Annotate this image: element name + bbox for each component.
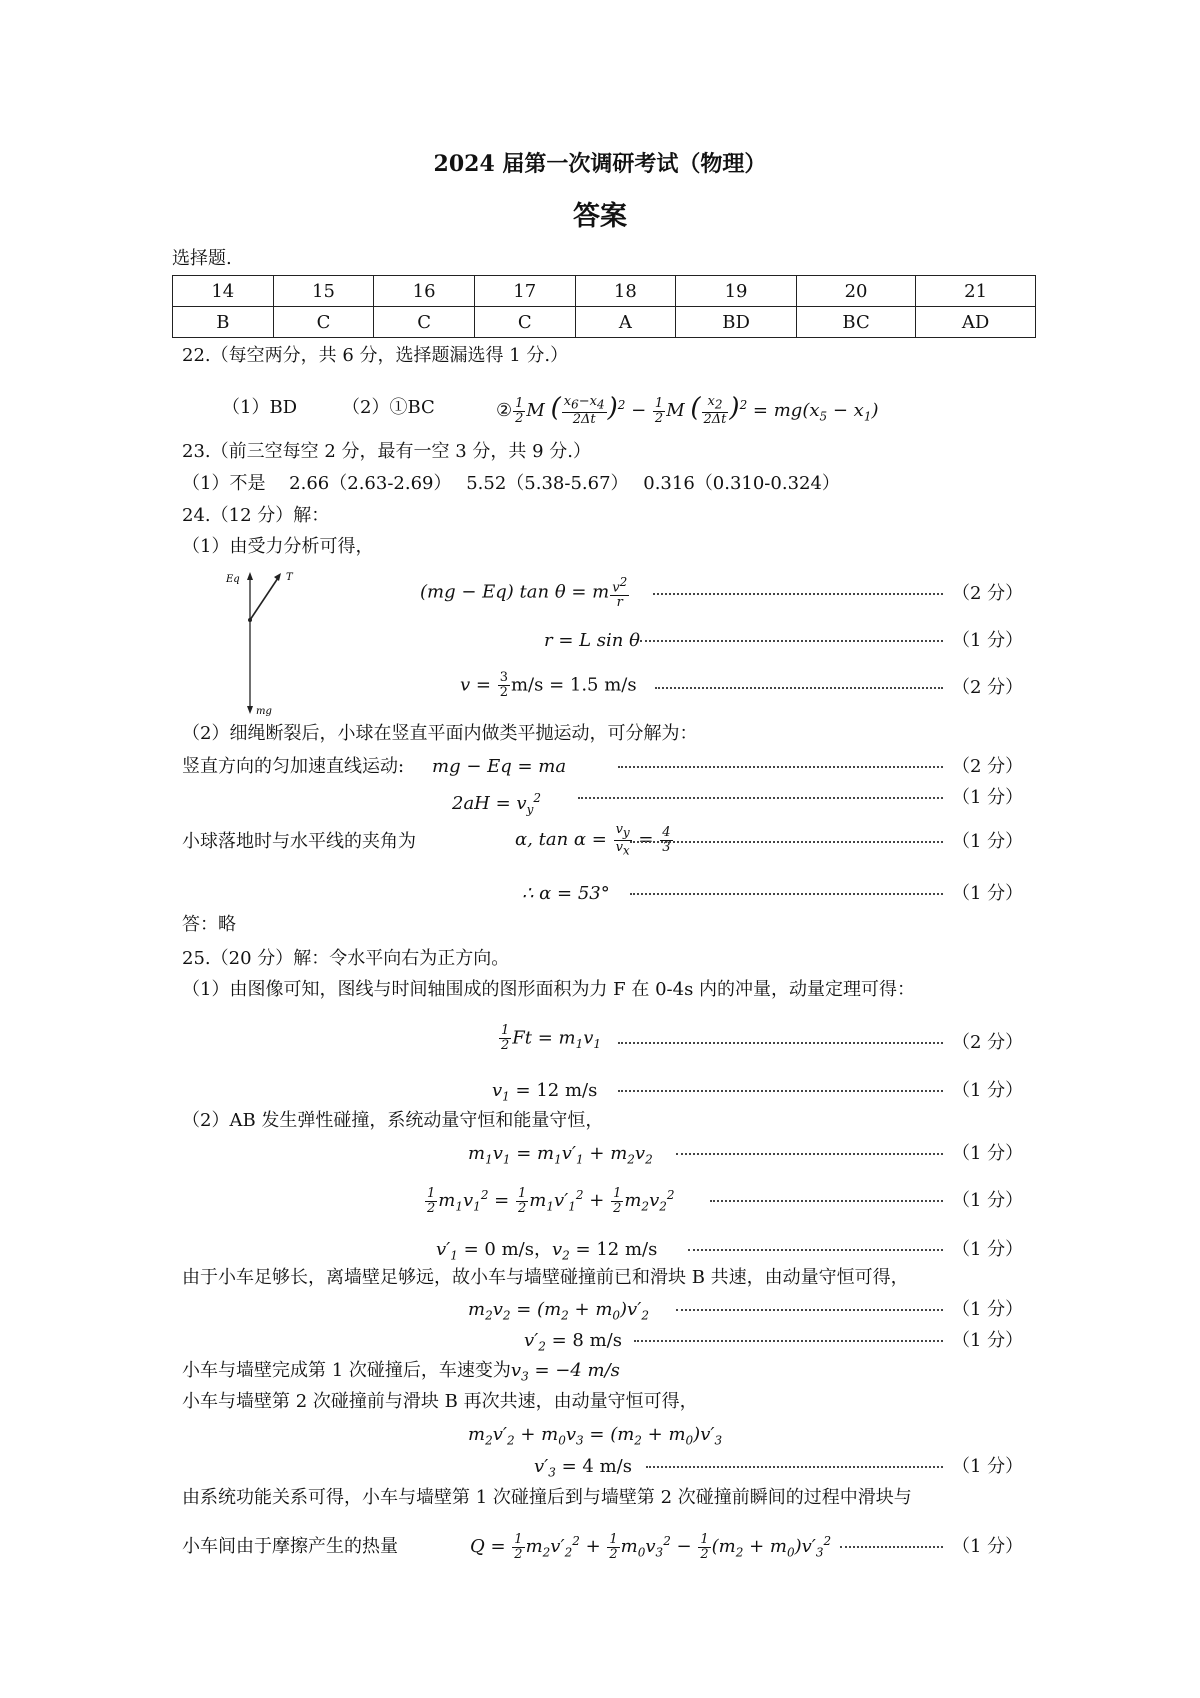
page-subtitle: 答案 xyxy=(573,201,627,232)
score-label: （1 分） xyxy=(952,1456,1024,1477)
score-label: （1 分） xyxy=(952,1080,1024,1101)
q25-eq7-row xyxy=(0,1328,1200,1354)
q24-eq4: mg − Eq = ma xyxy=(432,756,567,777)
q25-line-heat: 小车间由于摩擦产生的热量 xyxy=(182,1536,398,1557)
q24-eq4-row xyxy=(0,754,1200,780)
q22-heading: 22.（每空两分，共 6 分，选择题漏选得 1 分.） xyxy=(182,345,569,366)
dot-leader xyxy=(710,1200,943,1202)
q24-eq5-row xyxy=(0,785,1200,817)
q24-vertical-label: 竖直方向的匀加速直线运动: xyxy=(182,756,405,777)
table-row-answers xyxy=(173,307,1036,338)
page-title: 2024 届第一次调研考试（物理） xyxy=(433,151,767,177)
q25-eq3: $m_1v_1 = m_1v'_1 + m_2v_2$ xyxy=(468,1143,653,1167)
q25-line-first xyxy=(182,1359,620,1389)
score-label: （1 分） xyxy=(952,883,1024,904)
dot-leader xyxy=(676,1153,943,1155)
q25-eq6-row xyxy=(0,1297,1200,1323)
dot-leader xyxy=(640,640,943,642)
label-eq: Eq xyxy=(226,574,240,585)
table-cell: A xyxy=(575,307,676,338)
table-cell: 21 xyxy=(916,276,1036,307)
dot-leader xyxy=(618,766,943,768)
q24-eq1: (mg − Eq) tan θ = m $\frac{v^2}{r}$ xyxy=(420,575,628,611)
q25-line-energy: 由系统功能关系可得，小车与墙壁第 1 次碰撞后到与墙壁第 2 次碰撞前瞬间的过程中滑块与 xyxy=(182,1487,912,1508)
q25-part2: （2）AB 发生弹性碰撞，系统动量守恒和能量守恒， xyxy=(182,1110,604,1131)
q25-eq1: $\frac{1}{2}$ $Ft = m_1v_1$ xyxy=(501,1023,602,1053)
dot-leader xyxy=(578,797,943,799)
score-label: （1 分） xyxy=(952,1190,1024,1211)
q22-answer-1: （1）BD xyxy=(222,397,298,418)
q24-eq7: ∴ α = 53° xyxy=(522,883,610,904)
q22-formula: $\frac{1}{2}$ M ( $\frac{x_6-x_4}{2\Delta t}$ )$^2$ − $\frac{1}{2}$ M ( $\frac{x_2}{2\Delta t}$ )$^2 = mg(x_5 - x_1)$ xyxy=(515,393,879,427)
table-cell: 17 xyxy=(474,276,575,307)
q25-line-first-text: 小车与墙壁完成第 1 次碰撞后，车速变为 xyxy=(182,1360,511,1381)
q24-angle-text: 小球落地时与水平线的夹角为 xyxy=(182,831,416,852)
score-label: （2 分） xyxy=(952,756,1024,777)
q25-eq3-row xyxy=(0,1141,1200,1167)
dot-leader xyxy=(618,1090,943,1092)
table-cell: BC xyxy=(796,307,915,338)
q25-eq4-row xyxy=(0,1185,1200,1216)
q25-eq6: $m_2v_2 = (m_2 + m_0)v'_2$ xyxy=(468,1299,649,1323)
table-cell: 14 xyxy=(173,276,274,307)
q25-eq2: $v_1 = 12$ m/s xyxy=(492,1080,598,1104)
q24-eq1-row xyxy=(0,575,1200,611)
dot-leader xyxy=(655,687,943,689)
q24-eq2: r = L sin θ xyxy=(544,630,640,651)
q24-heading: 24.（12 分）解： xyxy=(182,505,330,526)
score-label: （1 分） xyxy=(952,1330,1024,1351)
dot-leader xyxy=(630,893,943,895)
score-label: （1 分） xyxy=(952,787,1024,808)
table-cell: 18 xyxy=(575,276,676,307)
choice-answer-table xyxy=(172,275,1036,338)
dot-leader xyxy=(653,593,943,595)
q22-circled-2: ② xyxy=(496,400,513,421)
q24-eq3: v = $\frac{3}{2}$ m/s = 1.5 m/s xyxy=(460,670,637,700)
choice-label: 选择题. xyxy=(172,248,232,269)
q25-eq5: $v'_1 = 0$ m/s，$v_2 = 12$ m/s xyxy=(436,1239,658,1263)
q22-answer-2: （2）①BC xyxy=(342,397,435,418)
table-cell: 15 xyxy=(273,276,374,307)
q25-part1: （1）由图像可知，图线与时间轴围成的图形面积为力 F 在 0-4s 内的冲量，动量定理可得： xyxy=(182,979,916,1000)
dot-leader xyxy=(630,841,943,843)
q25-eq9: $v'_3 = 4$ m/s xyxy=(534,1456,632,1480)
q25-eq4: $\frac{1}{2}$ $m_1v_1^2$ = $\frac{1}{2}$ $m_1v'_1^2$ + $\frac{1}{2}$ $m_2v_2^2$ xyxy=(427,1185,675,1216)
q25-line-car: 由于小车足够长，离墙壁足够远，故小车与墙壁碰撞前已和滑块 B 共速，由动量守恒可得， xyxy=(182,1267,909,1288)
q24-part1: （1）由受力分析可得， xyxy=(182,536,374,557)
score-label: （2 分） xyxy=(952,583,1024,604)
dot-leader xyxy=(676,1309,943,1311)
q25-eq2-row xyxy=(0,1078,1200,1104)
q25-eq8: $m_2v'_2 + m_0v_3 = (m_2 + m_0)v'_3$ xyxy=(468,1424,723,1448)
dot-leader xyxy=(688,1249,943,1251)
score-label: （1 分） xyxy=(952,1143,1024,1164)
q25-eq5-row xyxy=(0,1237,1200,1263)
dot-leader xyxy=(634,1340,943,1342)
q23-answers: （1）不是 2.66（2.63-2.69） 5.52（5.38-5.67） 0.316（0.310-0.324） xyxy=(182,473,840,494)
table-cell: C xyxy=(374,307,475,338)
table-cell: C xyxy=(273,307,374,338)
score-label: （1 分） xyxy=(952,1239,1024,1260)
q25-v3: $v_3 = -4$ m/s xyxy=(510,1360,620,1384)
table-row-numbers xyxy=(173,276,1036,307)
table-cell: AD xyxy=(916,307,1036,338)
q24-eq3-rhs: = 1.5 m/s xyxy=(549,674,637,696)
dot-leader xyxy=(618,1042,943,1044)
q24-eq5: $2aH = v_y^2$ xyxy=(452,791,541,817)
table-cell: BD xyxy=(676,307,797,338)
q25-eq1-row xyxy=(0,1023,1200,1056)
q25-eq10-row xyxy=(0,1531,1200,1562)
score-label: （1 分） xyxy=(952,630,1024,651)
q23-heading: 23.（前三空每空 2 分，最有一空 3 分，共 9 分.） xyxy=(182,441,592,462)
dot-leader xyxy=(840,1546,943,1548)
table-cell: C xyxy=(474,307,575,338)
q25-eq8-row xyxy=(0,1422,1200,1448)
score-label: （1 分） xyxy=(952,831,1024,852)
q25-heading: 25.（20 分）解：令水平向右为正方向。 xyxy=(182,948,510,969)
dot-leader xyxy=(646,1466,943,1468)
table-cell: 19 xyxy=(676,276,797,307)
q24-eq3-row xyxy=(0,670,1200,701)
table-cell: B xyxy=(173,307,274,338)
table-cell: 20 xyxy=(796,276,915,307)
q22-answer-3 xyxy=(496,393,879,429)
table-cell: 16 xyxy=(374,276,475,307)
q24-answer: 答：略 xyxy=(182,914,236,935)
q25-eq9-row xyxy=(0,1454,1200,1480)
q25-line-second: 小车与墙壁第 2 次碰撞前与滑块 B 再次共速，由动量守恒可得， xyxy=(182,1391,698,1412)
label-mg: mg xyxy=(256,706,272,716)
q24-eq2-row xyxy=(0,628,1200,654)
score-label: （1 分） xyxy=(952,1536,1024,1557)
score-label: （1 分） xyxy=(952,1299,1024,1320)
q25-eq7: $v'_2 = 8$ m/s xyxy=(524,1330,622,1354)
q24-eq6-row xyxy=(0,822,1200,858)
label-t: T xyxy=(286,572,293,583)
q24-part2: （2）细绳断裂后，小球在竖直平面内做类平抛运动，可分解为： xyxy=(182,723,698,744)
score-label: （2 分） xyxy=(952,1032,1024,1053)
q25-eq10: Q = $\frac{1}{2}$ $m_2v'_2^2$ + $\frac{1}{2}$ $m_0v_3^2$ − $\frac{1}{2}$ $(m_2 + m_0)v'_3^2$ xyxy=(470,1531,832,1562)
q24-eq7-row xyxy=(0,881,1200,907)
q24-eq6: α, tan α = $\frac{v_y}{v_x}$ = $\frac{4}{3}$ xyxy=(515,822,671,858)
score-label: （2 分） xyxy=(952,677,1024,698)
